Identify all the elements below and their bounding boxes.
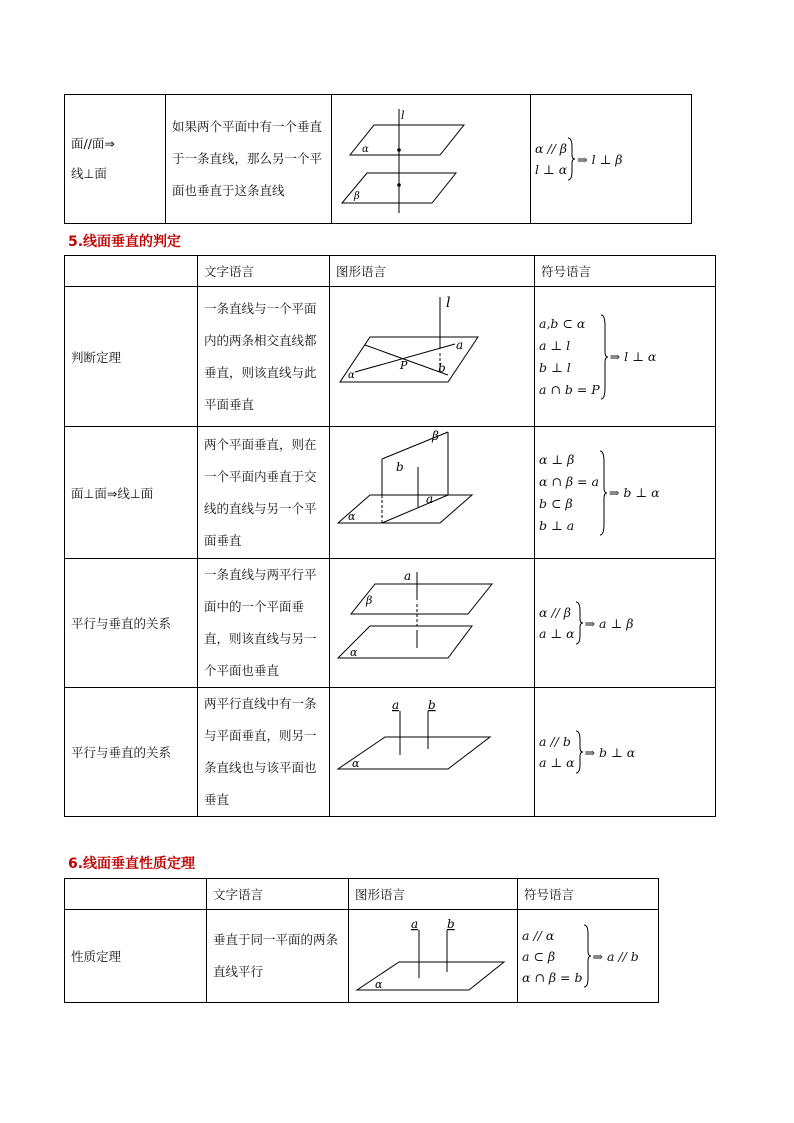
row-name-line2: 线⊥面 xyxy=(71,166,107,181)
label-alpha: α xyxy=(375,978,383,991)
table-header-row xyxy=(65,879,659,910)
label-beta: β xyxy=(366,593,373,607)
sym-result: ⇒ a ⊥ β xyxy=(584,615,634,631)
row-name-line1: 面//面⇒ xyxy=(71,136,115,151)
header-cell xyxy=(65,256,198,287)
row-text: 一条直线与两平行平面中的一个平面垂直，则该直线与另一个平面也垂直 xyxy=(198,559,330,688)
row-symbol xyxy=(531,95,692,224)
row-text: 垂直于同一平面的两条直线平行 xyxy=(207,910,349,1003)
row-symbol xyxy=(518,910,659,1003)
label-l: l xyxy=(446,295,451,311)
row-name xyxy=(65,95,166,224)
row-symbol xyxy=(535,287,716,427)
sym-result: ⇒ b ⊥ α xyxy=(608,485,660,500)
label-a: a xyxy=(411,917,419,931)
row-text: 两个平面垂直，则在一个平面内垂直于交线的直线与另一个平面垂直 xyxy=(198,427,330,559)
row-text: 一条直线与一个平面内的两条相交直线都垂直，则该直线与此平面垂直 xyxy=(198,287,330,427)
row-figure xyxy=(330,688,535,817)
parallel-planes-figure xyxy=(332,95,531,223)
row-name: 性质定理 xyxy=(65,910,207,1003)
sym-result: ⇒ a // b xyxy=(592,948,639,964)
section5-title: 5.线面垂直的判定 xyxy=(68,234,182,250)
row-symbol xyxy=(535,427,716,559)
sym-line: b ⊥ a xyxy=(539,517,575,533)
label-l: l xyxy=(401,109,405,122)
sym-line: a ⊥ α xyxy=(539,755,575,770)
row-name: 平行与垂直的关系 xyxy=(65,559,198,688)
label-beta: β xyxy=(354,191,360,202)
header-cell: 符号语言 xyxy=(518,879,659,910)
label-a: a xyxy=(426,492,434,506)
row-name: 面⊥面⇒线⊥面 xyxy=(65,427,198,559)
sym-line: l ⊥ α xyxy=(535,162,568,177)
row-symbol xyxy=(535,688,716,817)
sym-line: a,b ⊂ α xyxy=(539,315,586,331)
label-a: a xyxy=(392,697,400,712)
brace-icon xyxy=(600,314,608,400)
header-cell: 文字语言 xyxy=(198,256,330,287)
label-P: P xyxy=(400,359,408,372)
table-row xyxy=(65,688,716,817)
sym-line: a // b xyxy=(539,734,571,749)
sym-line: α ∩ β = a xyxy=(539,473,599,489)
label-alpha: α xyxy=(352,756,360,770)
row-figure xyxy=(330,287,535,427)
label-alpha: α xyxy=(348,370,355,381)
perpendicular-planes-figure xyxy=(330,427,535,558)
header-cell xyxy=(65,879,207,910)
parallel-lines-plane-figure xyxy=(330,689,535,816)
row-figure xyxy=(349,910,518,1003)
label-alpha: α xyxy=(348,510,356,523)
sym-result: ⇒ l ⊥ β xyxy=(577,151,623,167)
sym-line: α // β xyxy=(539,605,572,620)
row-figure xyxy=(330,427,535,559)
label-alpha: α xyxy=(350,645,358,659)
table-header-row xyxy=(65,256,716,287)
brace-icon xyxy=(575,730,583,774)
section6-title: 6.线面垂直性质定理 xyxy=(68,856,196,872)
label-b: b xyxy=(396,460,404,474)
brace-icon xyxy=(575,601,583,645)
table-row xyxy=(65,95,692,224)
sym-line: a ∩ b = P xyxy=(539,381,600,397)
brace-icon xyxy=(567,137,575,181)
label-b: b xyxy=(447,917,455,931)
table-top xyxy=(64,94,692,224)
table-section6 xyxy=(64,878,659,1003)
label-b: b xyxy=(438,361,446,375)
table-row xyxy=(65,427,716,559)
sym-line: a ⊂ β xyxy=(522,948,556,964)
table-row xyxy=(65,287,716,427)
brace-icon xyxy=(599,450,607,536)
label-beta: β xyxy=(432,429,439,443)
row-text: 两平行直线中有一条与平面垂直，则另一条直线也与该平面也垂直 xyxy=(198,688,330,817)
sym-line: a ⊥ α xyxy=(539,626,575,641)
sym-line: b ⊂ β xyxy=(539,495,573,511)
header-cell: 符号语言 xyxy=(535,256,716,287)
label-alpha: α xyxy=(362,144,369,155)
row-text: 如果两个平面中有一个垂直于一条直线，那么另一个平面也垂直于这条直线 xyxy=(166,95,332,224)
parallel-planes-line-figure xyxy=(330,560,535,687)
row-name: 判断定理 xyxy=(65,287,198,427)
perpendicular-lines-plane-figure xyxy=(349,910,518,1002)
sym-line: a // α xyxy=(522,927,555,943)
label-a: a xyxy=(456,338,464,352)
table-section5 xyxy=(64,255,716,817)
sym-line: α // β xyxy=(535,141,568,156)
table-row xyxy=(65,910,659,1003)
label-b: b xyxy=(428,697,436,712)
row-figure xyxy=(330,559,535,688)
sym-line: a ⊥ l xyxy=(539,337,571,353)
label-a: a xyxy=(404,568,412,583)
header-cell: 图形语言 xyxy=(330,256,535,287)
intersecting-lines-figure xyxy=(330,287,535,426)
header-cell: 图形语言 xyxy=(349,879,518,910)
row-symbol xyxy=(535,559,716,688)
sym-result: ⇒ l ⊥ α xyxy=(609,349,657,364)
sym-result: ⇒ b ⊥ α xyxy=(584,744,636,760)
table-row xyxy=(65,559,716,688)
row-figure xyxy=(332,95,531,224)
brace-icon xyxy=(583,924,591,988)
sym-line: b ⊥ l xyxy=(539,359,571,375)
row-name: 平行与垂直的关系 xyxy=(65,688,198,817)
header-cell: 文字语言 xyxy=(207,879,349,910)
sym-line: α ∩ β = b xyxy=(522,969,583,985)
sym-line: α ⊥ β xyxy=(539,451,575,467)
